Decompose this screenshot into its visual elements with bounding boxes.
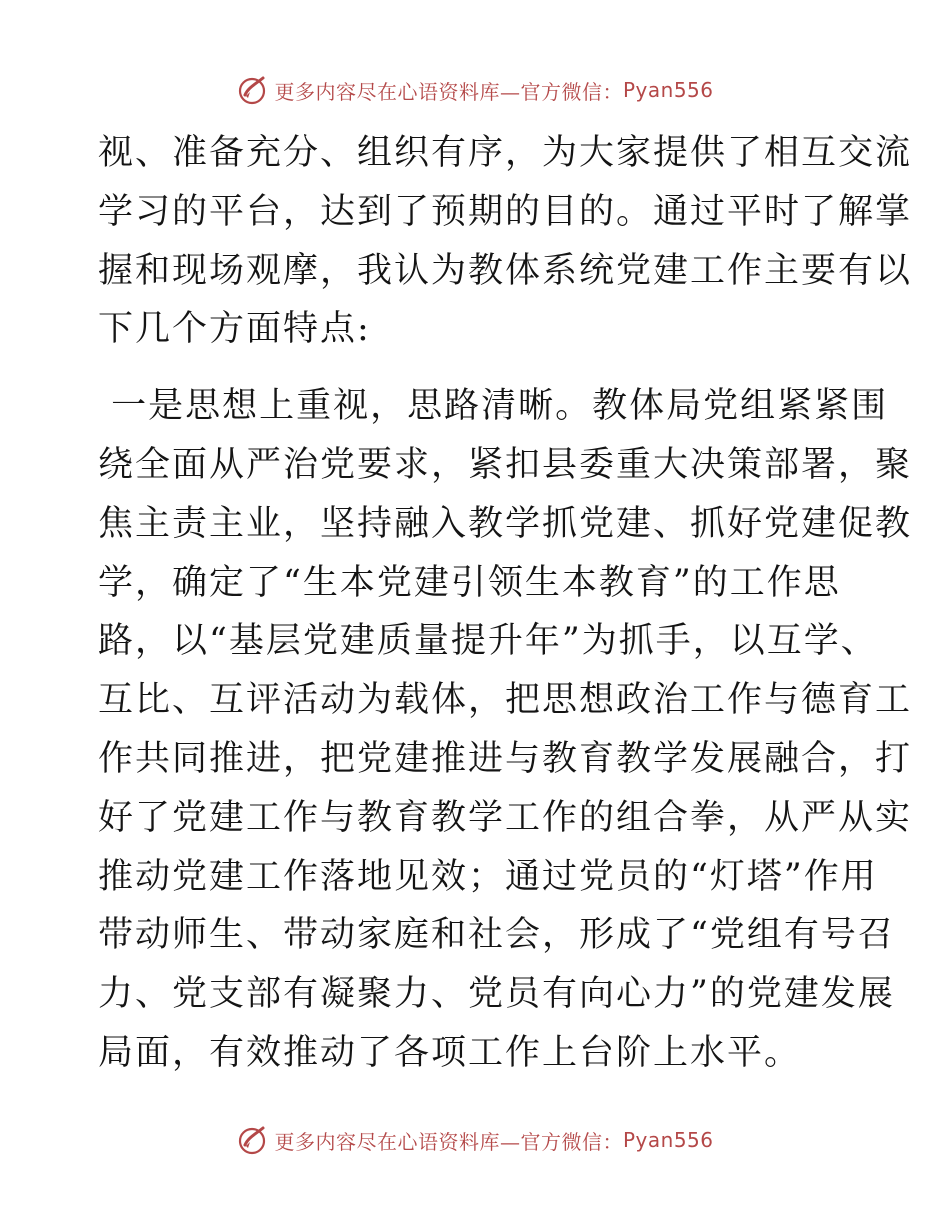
banner-wechat-id: Pyan556: [622, 1128, 714, 1152]
text-line: 互比、互评活动为载体，把思想政治工作与德育工: [98, 680, 913, 721]
text-line: 作共同推进，把党建推进与教育教学发展融合，打: [98, 738, 913, 779]
text-line: 路，以“基层党建质量提升年”为抓手，以互学、: [98, 621, 878, 662]
text-line: 力、党支部有凝聚力、党员有向心力”的党建发展: [98, 974, 895, 1015]
banner-text: 更多内容尽在心语资料库—官方微信：: [274, 1129, 623, 1154]
document-body: [98, 124, 913, 1083]
text-line: 一是思想上重视，思路清晰。教体局党组紧紧围: [98, 386, 889, 427]
paragraph-1: [98, 124, 913, 359]
text-line: 好了党建工作与教育教学工作的组合拳，从严从实: [98, 797, 913, 838]
text-line: 视、准备充分、组织有序，为大家提供了相互交流: [98, 133, 913, 173]
text-line: 学，确定了“生本党建引领生本教育”的工作思: [98, 562, 841, 603]
text-line: 带动师生、带动家庭和社会，形成了“党组有号召: [98, 915, 895, 956]
text-line: 下几个方面特点:: [98, 309, 371, 350]
footer-watermark-banner: [0, 1122, 950, 1158]
paragraph-2: [98, 377, 913, 1083]
brush-seal-logo-icon: [236, 74, 268, 106]
text-line: 焦主责主业，坚持融入教学抓党建、抓好党建促教: [98, 503, 913, 544]
text-line: 绕全面从严治党要求，紧扣县委重大决策部署，聚: [98, 444, 913, 485]
text-line: 握和现场观摩，我认为教体系统党建工作主要有以: [98, 250, 913, 291]
banner-text: 更多内容尽在心语资料库—官方微信：: [274, 79, 623, 104]
banner-wechat-id: Pyan556: [622, 78, 714, 102]
text-line: 推动党建工作落地见效；通过党员的“灯塔”作用: [98, 856, 878, 897]
brush-seal-logo-icon: [236, 1124, 268, 1156]
header-watermark-banner: [0, 72, 950, 108]
text-line: 学习的平台，达到了预期的目的。通过平时了解掌: [98, 191, 913, 232]
text-line: 局面，有效推动了各项工作上台阶上水平。: [98, 1032, 802, 1073]
